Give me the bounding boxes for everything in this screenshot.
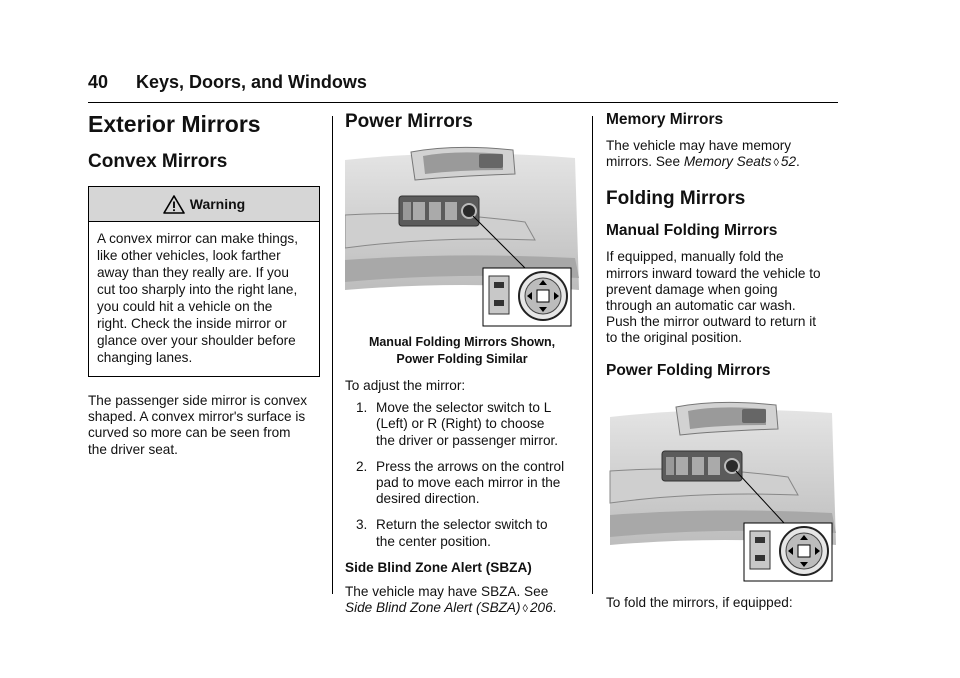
column-2 <box>345 110 579 617</box>
heading-memory-mirrors: Memory Mirrors <box>606 111 724 128</box>
page-number: 40 <box>88 72 109 92</box>
sbza-reference-link[interactable]: Side Blind Zone Alert (SBZA) <box>345 600 521 616</box>
paragraph-line: The passenger side mirror is convex <box>88 393 308 408</box>
paragraph-line <box>606 154 838 171</box>
column-3 <box>606 110 838 611</box>
fold-intro: To fold the mirrors, if equipped: <box>606 594 793 610</box>
heading-folding-mirrors: Folding Mirrors <box>606 188 746 210</box>
paragraph-line: The vehicle may have SBZA. See <box>345 584 549 600</box>
warning-line: away than they really are. If you <box>97 265 289 280</box>
adjust-steps-list <box>345 400 579 550</box>
memory-page-ref[interactable]: 52 <box>780 154 797 170</box>
warning-line: you could hit a vehicle on the <box>97 299 273 314</box>
step-line: the center position. <box>376 533 491 549</box>
warning-line: right. Check the inside mirror or <box>97 316 287 331</box>
step-line: Return the selector switch to <box>376 517 548 533</box>
paragraph-line: Push the mirror outward to return it <box>606 314 817 330</box>
warning-text <box>89 222 319 376</box>
heading-manual-folding-mirrors: Manual Folding Mirrors <box>606 222 778 240</box>
list-item <box>345 400 579 449</box>
heading-exterior-mirrors: Exterior Mirrors <box>88 111 261 137</box>
warning-line: cut too sharply into the right lane, <box>97 282 298 297</box>
paragraph-line: the driver seat. <box>88 441 178 457</box>
door-panel-illustration <box>606 397 838 583</box>
sentence-end: . <box>552 600 557 616</box>
page-reference-icon: ◊ <box>522 603 528 616</box>
warning-icon <box>163 195 185 214</box>
sbza-page-ref[interactable]: 206 <box>529 600 553 616</box>
warning-line: A convex mirror can make things, <box>97 231 298 246</box>
adjust-intro: To adjust the mirror: <box>345 378 466 393</box>
figure-caption-line-2: Power Folding Similar <box>396 352 528 366</box>
heading-power-mirrors: Power Mirrors <box>345 111 473 132</box>
manual-folding-paragraph <box>606 249 838 346</box>
warning-header <box>89 187 319 222</box>
column-divider-left <box>332 116 333 594</box>
step-number: 2. <box>356 458 368 474</box>
heading-sbza: Side Blind Zone Alert (SBZA) <box>345 559 532 575</box>
paragraph-line: through an automatic car wash. <box>606 298 796 314</box>
memory-seats-reference-link[interactable]: Memory Seats <box>683 154 772 170</box>
running-header <box>88 72 838 103</box>
paragraph-line: shaped. A convex mirror's surface is <box>88 409 306 425</box>
step-number: 3. <box>356 517 368 533</box>
warning-line: changing lanes. <box>97 350 193 365</box>
step-line: (Left) or R (Right) to choose <box>376 416 545 432</box>
warning-box <box>88 186 320 377</box>
step-line: desired direction. <box>376 491 480 507</box>
door-panel-illustration <box>345 140 579 328</box>
list-item <box>345 459 579 508</box>
step-line: Press the arrows on the control <box>376 458 565 474</box>
step-number: 1. <box>356 400 368 416</box>
paragraph-line: curved so more can be seen from <box>88 425 291 441</box>
warning-label: Warning <box>189 196 246 212</box>
paragraph-line: If equipped, manually fold the <box>606 249 784 265</box>
page-reference-icon: ◊ <box>773 157 779 170</box>
figure-caption-line-1: Manual Folding Mirrors Shown, <box>368 335 556 349</box>
column-divider-right <box>592 116 593 594</box>
warning-line: like other vehicles, look farther <box>97 248 281 263</box>
door-switch-illustration <box>345 140 579 328</box>
section-title: Keys, Doors, and Windows <box>136 72 367 92</box>
step-line: Move the selector switch to L <box>376 400 552 416</box>
sbza-paragraph <box>345 584 579 617</box>
paragraph-line: to the original position. <box>606 330 743 346</box>
column-1 <box>88 110 320 458</box>
paragraph-line: The vehicle may have memory <box>606 138 792 153</box>
paragraph-line: prevent damage when going <box>606 281 778 297</box>
power-folding-illustration <box>606 397 838 583</box>
warning-line: glance over your shoulder before <box>97 333 296 348</box>
paragraph-line <box>345 600 579 617</box>
heading-power-folding-mirrors: Power Folding Mirrors <box>606 361 771 379</box>
paragraph-line: mirrors inward toward the vehicle to <box>606 265 821 281</box>
text-fragment: mirrors. See <box>606 154 684 170</box>
convex-mirror-paragraph <box>88 393 320 458</box>
memory-paragraph <box>606 138 838 171</box>
sentence-end: . <box>796 154 800 170</box>
heading-convex-mirrors: Convex Mirrors <box>88 151 228 172</box>
step-line: the driver or passenger mirror. <box>376 432 559 448</box>
list-item <box>345 517 579 549</box>
step-line: pad to move each mirror in the <box>376 475 561 491</box>
